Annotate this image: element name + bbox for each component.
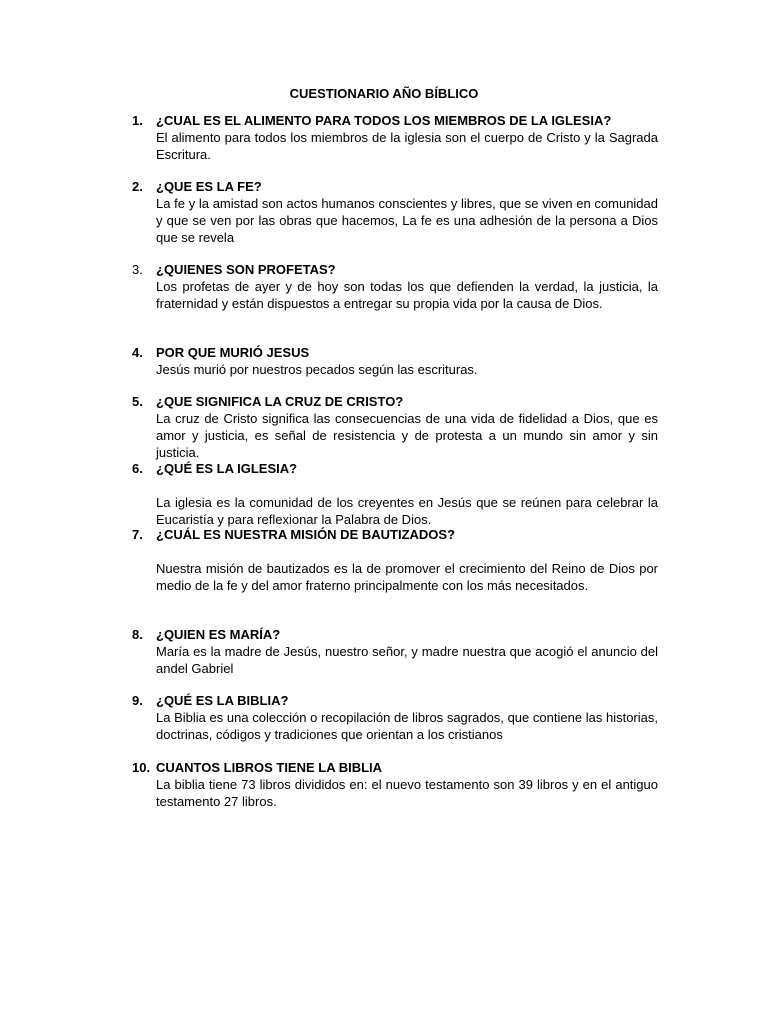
answer-text: La fe y la amistad son actos humanos conscientes y libres, que se viven en comunidad y que se ven por las obras que hacemos, La fe es una adhesión de la persona a Dios que se revela (156, 196, 658, 245)
question-text: ¿CUÁL ES NUESTRA MISIÓN DE BAUTIZADOS? (156, 527, 456, 542)
question-number: 4. (132, 345, 143, 360)
question-text: ¿QUÉ ES LA BIBLIA? (156, 693, 289, 708)
question-text: ¿QUIENES SON PROFETAS? (156, 262, 336, 277)
question-text: CUANTOS LIBROS TIENE LA BIBLIA (156, 760, 383, 775)
question-number: 9. (132, 693, 143, 708)
question-text: ¿CUAL ES EL ALIMENTO PARA TODOS LOS MIEMBROS DE LA IGLESIA? (156, 113, 612, 128)
question-text: POR QUE MURIÓ JESUS (156, 345, 310, 360)
question-number: 8. (132, 627, 143, 642)
question-number: 3. (132, 262, 143, 277)
question-number: 1. (132, 113, 143, 128)
question-number: 7. (132, 527, 143, 542)
answer-text: La cruz de Cristo significa las consecuencias de una vida de fidelidad a Dios, que es amor y justicia, es señal de resistencia y de protesta a un mundo sin amor y sin justicia. (156, 411, 658, 460)
question-number: 5. (132, 394, 143, 409)
document-title: CUESTIONARIO AÑO BÍBLICO (289, 86, 479, 101)
answer-text: El alimento para todos los miembros de la iglesia son el cuerpo de Cristo y la Sagrada Escritura. (156, 130, 658, 162)
question-item (132, 627, 658, 677)
question-item (132, 113, 658, 163)
question-number: 2. (132, 179, 143, 194)
question-item (132, 262, 658, 312)
question-item (132, 461, 658, 528)
question-item (132, 760, 658, 810)
answer-text: Nuestra misión de bautizados es la de promover el crecimiento del Reino de Dios por medio de la fe y del amor fraterno principalmente con los más necesitados. (156, 561, 658, 593)
answer-text: Los profetas de ayer y de hoy son todas los que defienden la verdad, la justicia, la fraternidad y están dispuestos a entregar su propia vida por la causa de Dios. (156, 279, 658, 311)
answer-text: La biblia tiene 73 libros divididos en: el nuevo testamento son 39 libros y en el antiguo testamento 27 libros. (156, 777, 658, 809)
question-item (132, 345, 658, 378)
answer-text: La iglesia es la comunidad de los creyentes en Jesús que se reúnen para celebrar la Eucaristía y para reflexionar la Palabra de Dios. (156, 495, 658, 527)
question-text: ¿QUIEN ES MARÍA? (156, 627, 281, 642)
question-text: ¿QUÉ ES LA IGLESIA? (156, 461, 298, 476)
answer-text: María es la madre de Jesús, nuestro señor, y madre nuestra que acogió el anuncio del andel Gabriel (156, 644, 658, 676)
question-text: ¿QUE SIGNIFICA LA CRUZ DE CRISTO? (156, 394, 404, 409)
question-number: 6. (132, 461, 143, 476)
question-item (132, 693, 658, 743)
question-item (132, 394, 658, 461)
question-text: ¿QUE ES LA FE? (156, 179, 262, 194)
answer-text: La Biblia es una colección o recopilación de libros sagrados, que contiene las historias, doctrinas, códigos y tradiciones que orientan a los cristianos (156, 710, 658, 742)
question-item (132, 527, 658, 594)
answer-text: Jesús murió por nuestros pecados según las escrituras. (156, 362, 478, 377)
question-item (132, 179, 658, 246)
question-number: 10. (132, 760, 151, 775)
